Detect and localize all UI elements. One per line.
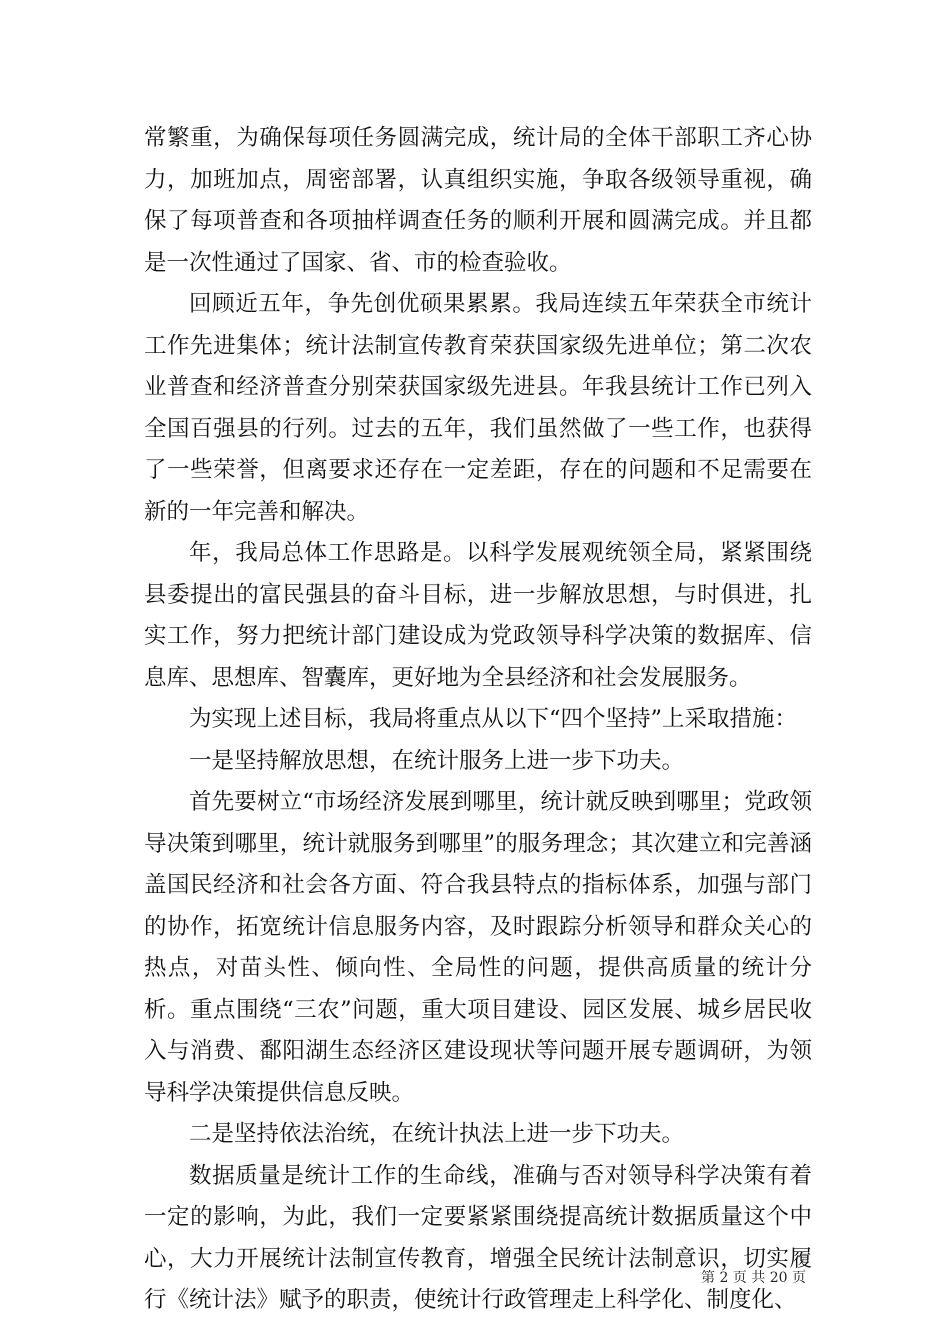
paragraph-3: 年，我局总体工作思路是。以科学发展观统领全局，紧紧围绕县委提出的富民强县的奋斗目标，进一步解放思想，与时俱进，扎实工作，努力把统计部门建设成为党政领导科学决策的数据库、信息库、思想库、智囊库，更好地为全县经济和社会发展服务。 xyxy=(144,540,812,691)
paragraph-6: 首先要树立“市场经济发展到哪里，统计就反映到哪里；党政领导决策到哪里，统计就服务到哪里”的服务理念；其次建立和完善涵盖国民经济和社会各方面、符合我县特点的指标体系，加强与部门的协作，拓宽统计信息服务内容，及时跟踪分析领导和群众关心的热点，对苗头性、倾向性、全局性的问题，提供高质量的统计分析。重点围绕“三农”问题，重大项目建设、园区发展、城乡居民收入与消费、鄱阳湖生态经济区建设现状等问题开展专题调研，为领导科学决策提供信息反映。 xyxy=(144,789,812,1106)
paragraph-2: 回顾近五年，争先创优硕果累累。我局连续五年荣获全市统计工作先进集体；统计法制宣传教育荣获国家级先进单位；第二次农业普查和经济普查分别荣获国家级先进县。年我县统计工作已列入全国百强县的行列。过去的五年，我们虽然做了一些工作，也获得了一些荣誉，但离要求还存在一定差距，存在的问题和不足需要在新的一年完善和解决。 xyxy=(144,291,812,525)
document-body xyxy=(144,118,812,1322)
paragraph-1: 常繁重，为确保每项任务圆满完成，统计局的全体干部职工齐心协力，加班加点，周密部署，认真组织实施，争取各级领导重视，确保了每项普查和各项抽样调查任务的顺利开展和圆满完成。并且都是一次性通过了国家、省、市的检查验收。 xyxy=(144,125,812,276)
paragraph-5-heading: 一是坚持解放思想，在统计服务上进一步下功夫。 xyxy=(189,747,685,774)
paragraph-4: 为实现上述目标，我局将重点从以下“四个坚持”上采取措施： xyxy=(189,706,798,732)
page-number-footer: 第 2 页 共 20 页 xyxy=(701,1270,806,1286)
paragraph-8: 数据质量是统计工作的生命线，准确与否对领导科学决策有着一定的影响，为此，我们一定要紧紧围绕提高统计数据质量这个中心，大力开展统计法制宣传教育，增强全民统计法制意识，切实履行《统计法》赋予的职责，使统计行政管理走上科学化、制度化、 xyxy=(144,1162,812,1313)
paragraph-7-heading: 二是坚持依法治统，在统计执法上进一步下功夫。 xyxy=(189,1121,685,1147)
